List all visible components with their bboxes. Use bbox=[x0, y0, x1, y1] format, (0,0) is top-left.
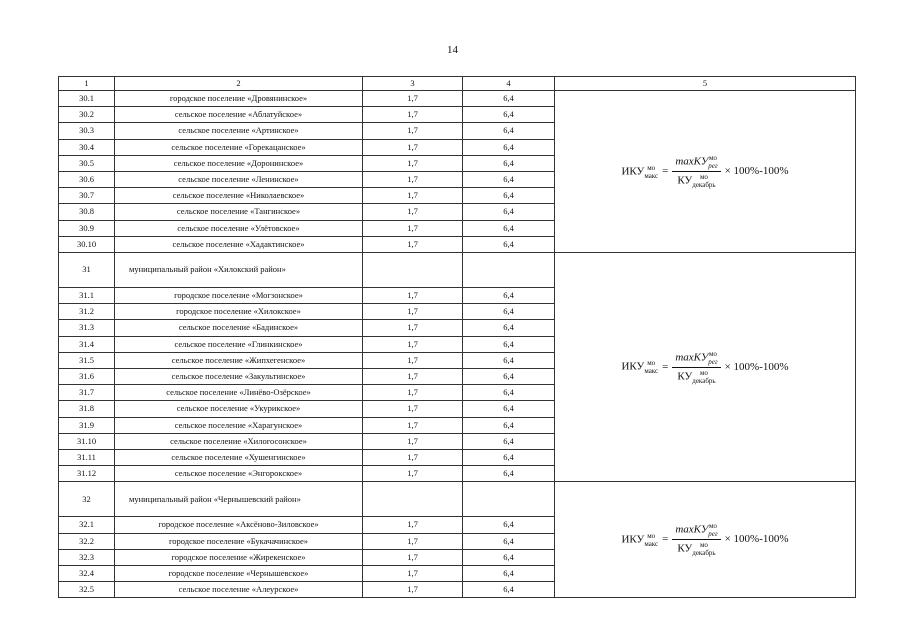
formula-lhs-sup: мо bbox=[647, 359, 656, 368]
row-value-3: 1,7 bbox=[363, 336, 463, 352]
formula-lhs-sup: мо bbox=[647, 531, 656, 540]
formula-cell bbox=[555, 482, 856, 598]
formula-eq: = bbox=[662, 533, 669, 546]
header-cell: 3 bbox=[363, 77, 463, 91]
formula-tail: × 100%-100% bbox=[724, 164, 789, 177]
formula-den-sup: мо bbox=[699, 173, 708, 182]
row-name: сельское поселение «Линёво-Озёрское» bbox=[115, 385, 363, 401]
formula-num-sub: рег bbox=[708, 162, 718, 171]
row-value-3: 1,7 bbox=[363, 582, 463, 598]
row-value-4: 6,4 bbox=[463, 466, 555, 482]
row-number: 31.10 bbox=[59, 433, 115, 449]
row-number: 30.10 bbox=[59, 236, 115, 252]
row-value-4: 6,4 bbox=[463, 566, 555, 582]
row-number: 31.4 bbox=[59, 336, 115, 352]
formula-lhs: ИКУ bbox=[621, 360, 645, 373]
row-value-4: 6,4 bbox=[463, 549, 555, 565]
row-value-3: 1,7 bbox=[363, 236, 463, 252]
row-value-3: 1,7 bbox=[363, 91, 463, 107]
formula-lhs-sub: макс bbox=[644, 171, 659, 180]
row-value-4: 6,4 bbox=[463, 204, 555, 220]
formula-eq: = bbox=[662, 164, 669, 177]
row-value-4: 6,4 bbox=[463, 107, 555, 123]
row-value-3: 1,7 bbox=[363, 450, 463, 466]
row-value-4: 6,4 bbox=[463, 385, 555, 401]
row-name: сельское поселение «Закультинское» bbox=[115, 369, 363, 385]
formula-numerator: maxКУ bbox=[675, 155, 709, 168]
row-value-4: 6,4 bbox=[463, 533, 555, 549]
row-name: сельское поселение «Глинкинское» bbox=[115, 336, 363, 352]
row-name: городское поселение «Букачачинское» bbox=[115, 533, 363, 549]
row-value-4: 6,4 bbox=[463, 450, 555, 466]
row-value-4: 6,4 bbox=[463, 139, 555, 155]
formula-lhs: ИКУ bbox=[621, 533, 645, 546]
row-value-3: 1,7 bbox=[363, 433, 463, 449]
row-value-4: 6,4 bbox=[463, 288, 555, 304]
row-number: 30.1 bbox=[59, 91, 115, 107]
row-name: сельское поселение «Тангинское» bbox=[115, 204, 363, 220]
row-number: 32 bbox=[59, 482, 115, 517]
row-name: муниципальный район «Чернышевский район» bbox=[115, 482, 363, 517]
row-number: 31.7 bbox=[59, 385, 115, 401]
formula-tail: × 100%-100% bbox=[724, 360, 789, 373]
formula-num-sup: мо bbox=[708, 522, 717, 531]
row-number: 32.5 bbox=[59, 582, 115, 598]
row-number: 32.2 bbox=[59, 533, 115, 549]
row-value-4: 6,4 bbox=[463, 155, 555, 171]
formula-lhs-sub: макс bbox=[644, 539, 659, 548]
row-value-4: 6,4 bbox=[463, 336, 555, 352]
header-cell: 4 bbox=[463, 77, 555, 91]
row-value-3: 1,7 bbox=[363, 288, 463, 304]
row-number: 30.8 bbox=[59, 204, 115, 220]
row-value-3: 1,7 bbox=[363, 204, 463, 220]
row-value-3: 1,7 bbox=[363, 417, 463, 433]
formula-numerator: maxКУ bbox=[675, 524, 709, 536]
formula-denominator: КУ bbox=[677, 543, 693, 555]
formula-denominator: КУ bbox=[677, 174, 693, 187]
formula-numerator: maxКУ bbox=[675, 351, 709, 364]
district-row bbox=[59, 253, 856, 288]
row-value-4: 6,4 bbox=[463, 220, 555, 236]
formula-lhs-sub: макс bbox=[644, 367, 659, 376]
data-table bbox=[58, 76, 856, 598]
row-value-4: 6,4 bbox=[463, 352, 555, 368]
row-name: сельское поселение «Горекацанское» bbox=[115, 139, 363, 155]
row-value-3: 1,7 bbox=[363, 533, 463, 549]
row-number: 30.3 bbox=[59, 123, 115, 139]
formula bbox=[621, 522, 788, 557]
formula-lhs: ИКУ bbox=[621, 165, 645, 178]
formula-num-sup: мо bbox=[708, 349, 717, 358]
row-value-3: 1,7 bbox=[363, 304, 463, 320]
header-cell: 2 bbox=[115, 77, 363, 91]
row-name: городское поселение «Чернышевское» bbox=[115, 566, 363, 582]
row-number: 30.5 bbox=[59, 155, 115, 171]
row-value-4 bbox=[463, 482, 555, 517]
row-name: сельское поселение «Алеурское» bbox=[115, 582, 363, 598]
header-cell: 1 bbox=[59, 77, 115, 91]
row-name: сельское поселение «Артинское» bbox=[115, 123, 363, 139]
formula-num-sub: рег bbox=[708, 357, 718, 366]
row-name: городское поселение «Дровянинское» bbox=[115, 91, 363, 107]
row-value-3: 1,7 bbox=[363, 549, 463, 565]
row-number: 31.12 bbox=[59, 466, 115, 482]
row-value-4: 6,4 bbox=[463, 188, 555, 204]
row-name: сельское поселение «Бадинское» bbox=[115, 320, 363, 336]
row-name: муниципальный район «Хилокский район» bbox=[115, 253, 363, 288]
row-number: 31.5 bbox=[59, 352, 115, 368]
table-header bbox=[59, 77, 856, 91]
row-value-3 bbox=[363, 253, 463, 288]
row-value-3: 1,7 bbox=[363, 385, 463, 401]
row-name: сельское поселение «Доронинское» bbox=[115, 155, 363, 171]
row-number: 31.9 bbox=[59, 417, 115, 433]
row-value-3: 1,7 bbox=[363, 517, 463, 533]
header-cell: 5 bbox=[555, 77, 856, 91]
row-value-4: 6,4 bbox=[463, 417, 555, 433]
row-number: 30.7 bbox=[59, 188, 115, 204]
row-value-4: 6,4 bbox=[463, 582, 555, 598]
row-name: городское поселение «Могзонское» bbox=[115, 288, 363, 304]
row-name: сельское поселение «Укурикское» bbox=[115, 401, 363, 417]
row-value-4 bbox=[463, 253, 555, 288]
row-value-3: 1,7 bbox=[363, 466, 463, 482]
row-name: городское поселение «Хилокское» bbox=[115, 304, 363, 320]
row-name: сельское поселение «Хушенгинское» bbox=[115, 450, 363, 466]
row-number: 30.6 bbox=[59, 172, 115, 188]
page-number: 14 bbox=[447, 44, 458, 56]
row-number: 32.4 bbox=[59, 566, 115, 582]
row-value-3: 1,7 bbox=[363, 188, 463, 204]
row-value-3: 1,7 bbox=[363, 172, 463, 188]
row-value-4: 6,4 bbox=[463, 401, 555, 417]
row-number: 32.3 bbox=[59, 549, 115, 565]
formula bbox=[621, 154, 788, 189]
formula-cell bbox=[555, 91, 856, 253]
row-name: сельское поселение «Николаевское» bbox=[115, 188, 363, 204]
row-name: сельское поселение «Энгорокское» bbox=[115, 466, 363, 482]
row-name: сельское поселение «Жипхегенское» bbox=[115, 352, 363, 368]
formula-denominator: КУ bbox=[677, 370, 693, 383]
row-value-3: 1,7 bbox=[363, 123, 463, 139]
row-number: 31.8 bbox=[59, 401, 115, 417]
row-number: 31.6 bbox=[59, 369, 115, 385]
row-name: сельское поселение «Аблатуйское» bbox=[115, 107, 363, 123]
formula-tail: × 100%-100% bbox=[724, 533, 789, 546]
formula-den-sub: декабрь bbox=[692, 181, 716, 190]
row-number: 32.1 bbox=[59, 517, 115, 533]
row-name: сельское поселение «Хилогосонское» bbox=[115, 433, 363, 449]
row-value-3: 1,7 bbox=[363, 369, 463, 385]
formula-den-sup: мо bbox=[699, 368, 708, 377]
row-name: сельское поселение «Ленинское» bbox=[115, 172, 363, 188]
row-number: 31.1 bbox=[59, 288, 115, 304]
row-value-3: 1,7 bbox=[363, 352, 463, 368]
row-name: городское поселение «Аксёново-Зиловское» bbox=[115, 517, 363, 533]
row-value-3: 1,7 bbox=[363, 320, 463, 336]
row-name: сельское поселение «Харагунское» bbox=[115, 417, 363, 433]
formula-den-sub: декабрь bbox=[692, 549, 716, 558]
row-number: 30.4 bbox=[59, 139, 115, 155]
row-value-4: 6,4 bbox=[463, 320, 555, 336]
formula-eq: = bbox=[662, 360, 669, 373]
row-value-4: 6,4 bbox=[463, 236, 555, 252]
row-number: 31.3 bbox=[59, 320, 115, 336]
row-value-4: 6,4 bbox=[463, 517, 555, 533]
row-number: 30.9 bbox=[59, 220, 115, 236]
formula-num-sup: мо bbox=[708, 154, 717, 163]
row-number: 30.2 bbox=[59, 107, 115, 123]
row-name: городское поселение «Жирекенское» bbox=[115, 549, 363, 565]
formula-den-sup: мо bbox=[699, 541, 708, 550]
row-value-4: 6,4 bbox=[463, 172, 555, 188]
formula-den-sub: декабрь bbox=[692, 376, 716, 385]
row-value-4: 6,4 bbox=[463, 123, 555, 139]
row-value-4: 6,4 bbox=[463, 433, 555, 449]
formula-lhs-sup: мо bbox=[647, 163, 656, 172]
formula bbox=[621, 350, 788, 385]
row-value-4: 6,4 bbox=[463, 369, 555, 385]
row-name: сельское поселение «Улётовское» bbox=[115, 220, 363, 236]
row-value-3: 1,7 bbox=[363, 155, 463, 171]
row-value-4: 6,4 bbox=[463, 91, 555, 107]
formula-num-sub: рег bbox=[708, 530, 718, 539]
row-value-3: 1,7 bbox=[363, 139, 463, 155]
row-number: 31.11 bbox=[59, 450, 115, 466]
row-number: 31.2 bbox=[59, 304, 115, 320]
row-value-3: 1,7 bbox=[363, 220, 463, 236]
row-value-3: 1,7 bbox=[363, 401, 463, 417]
row-name: сельское поселение «Хадактинское» bbox=[115, 236, 363, 252]
formula-cell bbox=[555, 253, 856, 482]
row-value-3 bbox=[363, 482, 463, 517]
table-row bbox=[59, 91, 856, 107]
row-value-3: 1,7 bbox=[363, 107, 463, 123]
row-value-3: 1,7 bbox=[363, 566, 463, 582]
row-value-4: 6,4 bbox=[463, 304, 555, 320]
row-number: 31 bbox=[59, 253, 115, 288]
district-row bbox=[59, 482, 856, 517]
